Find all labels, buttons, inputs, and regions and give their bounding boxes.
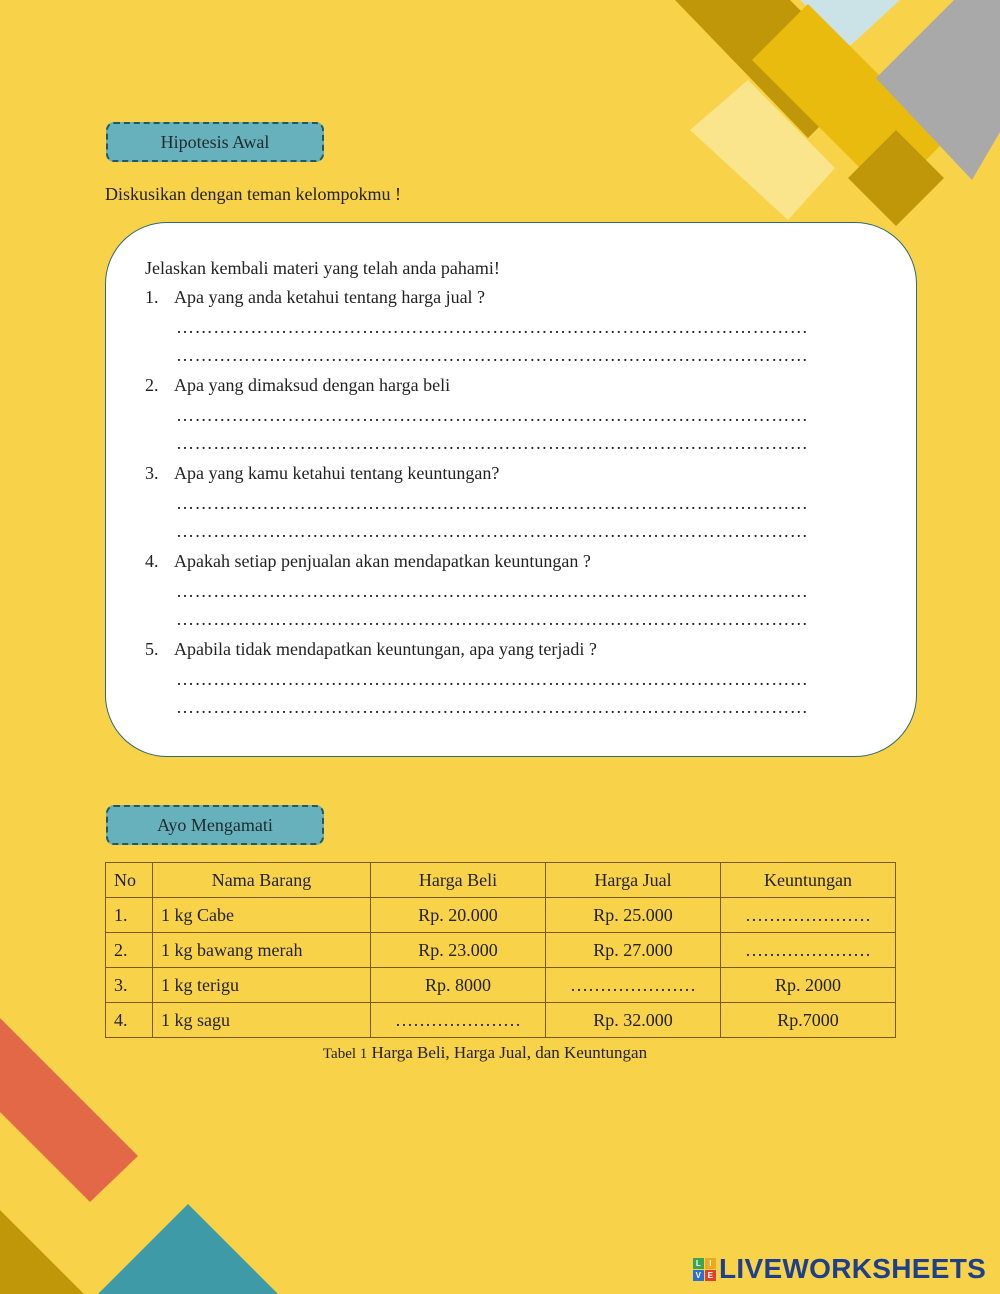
price-table [105,862,896,1038]
cell-harga-beli: Rp. 23.000 [371,933,546,968]
cell-keuntungan: Rp. 2000 [721,968,896,1003]
answer-line-1a[interactable]: ………………………………………………………………………………………… [176,317,809,337]
table-row [106,1003,896,1038]
answer-line-1b[interactable]: ………………………………………………………………………………………… [176,345,809,365]
cell-keuntungan: Rp.7000 [721,1003,896,1038]
cell-nama-barang: 1 kg sagu [153,1003,371,1038]
caption-text: Harga Beli, Harga Jual, dan Keuntungan [371,1043,648,1062]
cell-nama-barang: 1 kg terigu [153,968,371,1003]
cell-nama-barang: 1 kg bawang merah [153,933,371,968]
logo-tile: L [693,1258,704,1269]
logo-tiles-icon [693,1258,716,1281]
question-text: Apakah setiap penjualan akan mendapatkan keuntungan ? [174,551,591,571]
discussion-instruction: Diskusikan dengan teman kelompokmu ! [105,184,401,204]
answer-blank-harga-beli-4[interactable]: ………………… [371,1003,546,1038]
table-row [106,968,896,1003]
logo-tile: I [705,1258,716,1269]
table-row [106,898,896,933]
table-row [106,933,896,968]
header-no: No [106,863,153,898]
ayo-mengamati-label: Ayo Mengamati [106,805,324,845]
cell-harga-beli: Rp. 20.000 [371,898,546,933]
question-number: 1. [145,287,159,307]
question-text: Apa yang anda ketahui tentang harga jual ? [174,287,486,307]
table-caption [0,1043,970,1063]
question-box [105,222,917,757]
answer-line-4a[interactable]: ………………………………………………………………………………………… [176,581,809,601]
logo-text: LIVEWORKSHEETS [719,1253,987,1284]
answer-line-5b[interactable]: ………………………………………………………………………………………… [176,697,809,717]
question-number: 4. [145,551,159,571]
cell-nama-barang: 1 kg Cabe [153,898,371,933]
header-keuntungan: Keuntungan [721,863,896,898]
cell-harga-jual: Rp. 25.000 [546,898,721,933]
question-number: 5. [145,639,159,659]
cell-no: 2. [106,933,153,968]
header-harga-beli: Harga Beli [371,863,546,898]
deco-teal-triangle [98,1204,278,1294]
answer-line-5a[interactable]: ………………………………………………………………………………………… [176,669,809,689]
answer-line-2b[interactable]: ………………………………………………………………………………………… [176,433,809,453]
header-nama-barang: Nama Barang [153,863,371,898]
header-harga-jual: Harga Jual [546,863,721,898]
cell-no: 3. [106,968,153,1003]
question-box-instruction: Jelaskan kembali materi yang telah anda pahami! [145,258,500,278]
question-number: 2. [145,375,159,395]
answer-line-2a[interactable]: ………………………………………………………………………………………… [176,405,809,425]
deco-olive-triangle [0,1210,84,1294]
logo-tile: E [705,1270,716,1281]
cell-harga-jual: Rp. 27.000 [546,933,721,968]
question-text: Apa yang kamu ketahui tentang keuntungan? [174,463,500,483]
answer-blank-keuntungan-2[interactable]: ………………… [721,933,896,968]
question-text: Apa yang dimaksud dengan harga beli [174,375,451,395]
cell-harga-jual: Rp. 32.000 [546,1003,721,1038]
answer-line-3a[interactable]: ………………………………………………………………………………………… [176,493,809,513]
hipotesis-awal-label: Hipotesis Awal [106,122,324,162]
answer-line-4b[interactable]: ………………………………………………………………………………………… [176,609,809,629]
cell-no: 4. [106,1003,153,1038]
answer-line-3b[interactable]: ………………………………………………………………………………………… [176,521,809,541]
table-header-row [106,863,896,898]
answer-blank-keuntungan-1[interactable]: ………………… [721,898,896,933]
cell-no: 1. [106,898,153,933]
logo-tile: V [693,1270,704,1281]
question-number: 3. [145,463,159,483]
liveworksheets-logo [693,1254,986,1284]
cell-harga-beli: Rp. 8000 [371,968,546,1003]
answer-blank-harga-jual-3[interactable]: ………………… [546,968,721,1003]
question-text: Apabila tidak mendapatkan keuntungan, apa yang terjadi ? [174,639,597,659]
caption-prefix: Tabel 1 [322,1046,368,1062]
